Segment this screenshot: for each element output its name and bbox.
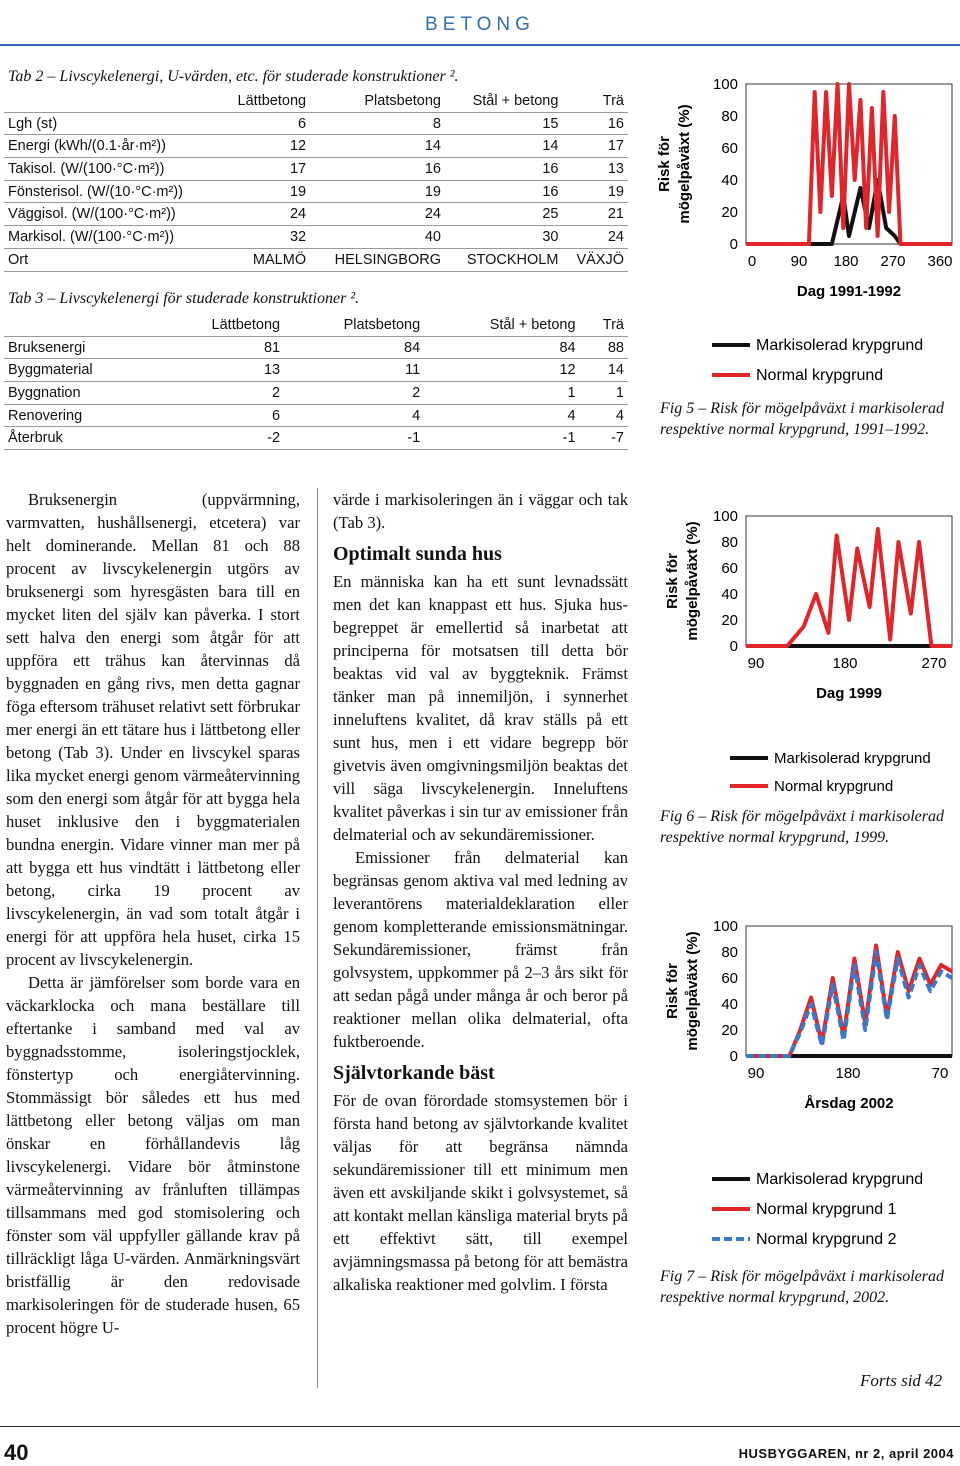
table-cell: 24 [220,203,310,226]
paragraph: För de ovan förordade stomsystemen bör i första hand betong av självtorkande kvalitet väljas för att begränsa nämnda sekundäremissioner till ett minimum men även ett avskiljande skikt i golvsystemet, så att kontakt mellan känsliga material bryts på ett effektivt sätt, till exempel avjämningsmassa på betong för att bemästra alkaliska reaktioner med golvlim. I första [333,1091,628,1294]
paragraph: Emissioner från delmaterial kan begränsas genom aktiva val med ledning av leverantörens materialdeklaration eller genom kompletterande emissionsmätningar. Sekundäremissioner, främst från golvsystem, uppkommer på 2–3 års sikt för att sedan pågå under många år och beror på reaktioner mellan olika delmaterial, ofta fuktberoende. [333,848,628,1051]
column-divider [317,488,318,1388]
table-cell: 14 [580,359,628,382]
legend-label: Normal krypgrund [774,778,894,795]
y-tick-label: 100 [712,918,738,935]
table-row [4,336,628,359]
table-cell: 84 [284,336,424,359]
page-header: BETONG [425,14,535,35]
table-cell: 16 [310,158,445,181]
tab2-table [4,90,628,272]
table-header-row [4,90,628,112]
x-tick-label: 360 [927,253,953,270]
y-tick-label: 20 [721,612,738,629]
legend-label: Normal krypgrund 2 [756,1231,897,1248]
table-cell: 8 [310,112,445,135]
column-header: Trä [562,90,628,112]
x-tick-label: 70 [931,1065,949,1082]
table-cell: STOCKHOLM [445,248,562,271]
section-heading: Självtorkande bäst [333,1062,495,1084]
x-axis-label: Dag 1991-1992 [796,283,902,300]
y-axis-label-line: mögelpåväxt (%) [684,521,701,641]
table-cell: 16 [562,112,628,135]
table-cell: 4 [284,404,424,427]
row-label: Energi (kWh/(0.1·år·m²)) [4,135,220,158]
table-cell: 25 [445,203,562,226]
legend-label: Normal krypgrund 1 [756,1201,897,1218]
table-cell: 1 [424,382,579,405]
x-axis-label: Årsdag 2002 [804,1095,894,1112]
x-tick-label: 180 [835,1065,861,1082]
y-tick-label: 0 [729,1048,738,1065]
section-heading: Optimalt sunda hus [333,543,502,565]
table-cell: 14 [310,135,445,158]
table-cell: 12 [424,359,579,382]
y-tick-label: 20 [721,204,738,221]
table-cell: VÄXJÖ [562,248,628,271]
tab3-caption: Tab 3 – Livscykelenergi för studerade konstruktioner ². [8,290,360,307]
y-axis-label-line: Risk för [664,553,681,609]
table-row [4,427,628,450]
x-tick-label: 90 [790,253,808,270]
table-cell: 40 [310,226,445,249]
y-tick-label: 80 [721,108,738,125]
table-cell: 11 [284,359,424,382]
table-cell: 30 [445,226,562,249]
y-tick-label: 0 [729,236,738,253]
column-header [4,314,157,336]
table-row [4,404,628,427]
y-axis-label-line: Risk för [656,136,673,192]
table-cell: 84 [424,336,579,359]
row-label: Byggmaterial [4,359,157,382]
table-cell: 24 [310,203,445,226]
plot-area [746,516,952,646]
paragraph: Detta är jämförelser som borde vara en väckarklocka och mana beställare till eftertanke i samband med val av byggnadsstomme, isoleringstjocklek, fönstertyp och energiåtervinning. Stommässigt bör således ett hus med lättbetong eller betong väljas om man önskar en förhållandevis låg livscykelenergi. Vidare bör åtminstone värmeåtervinning av frånluften tillämpas tillsammans med god stomisolering och fönster som väl uppfyller gällande krav på tillräckligt låga U-värden. Anmärkningsvärt bristfällig är den redovisade markisoleringen för de studerade husen, 65 procent högre U- [6,973,300,1337]
table-cell: 32 [220,226,310,249]
column-header [4,90,220,112]
y-tick-label: 60 [721,140,738,157]
fig6-chart [656,498,960,802]
x-axis-label: Dag 1999 [816,685,882,702]
paragraph: Bruksenergin (uppvärmning, varmvatten, hushållsenergi, etcetera) var helt dominerande. Mellan 81 och 88 procent av livscykelenergin utgörs av bruksenergi som hyresgästen bara till en mycket liten del själv kan påverka. I stort sett halva den energi som åtgår för att uppföra ett trähus kan återvinnas då byggnaden en gång rivs, men detta gagnar föga eftersom trähuset relativt sett förbrukar mer energi än ett tätare hus i lättbetong eller betong (Tab 3). Under en livscykel sparas lika mycket energi genom värmeåtervinning som den energi som åtgår för att bygga hela huset inklusive den i byggmaterialen bundna energin. Vidare vinner man mer på att bygga ett hus vindtätt i lättbetong eller betong, cirka 19 procent av livscykelenergin, än vad som totalt åtgår i energi för att uppföra hela huset, cirka 15 procent av livscykelenergin. [6,490,300,969]
x-tick-label: 90 [747,1065,765,1082]
fig5-caption: Fig 5 – Risk för mögelpåväxt i markisolerad respektive normal krypgrund, 1991–1992. [660,400,944,438]
table-cell: 2 [157,382,284,405]
table-cell: 24 [562,226,628,249]
y-tick-label: 60 [721,560,738,577]
y-axis-label-line: mögelpåväxt (%) [684,931,701,1051]
footer-rule [0,1426,960,1427]
table-row [4,158,628,181]
header-rule [0,44,960,46]
row-label: Lgh (st) [4,112,220,135]
tab3-table [4,314,628,450]
body-column-2 [333,488,628,1296]
column-header: Platsbetong [284,314,424,336]
table-cell: 19 [562,180,628,203]
table-cell: 15 [445,112,562,135]
magazine-name: HUSBYGGAREN, nr 2, april 2004 [738,1446,954,1461]
table-cell: 6 [220,112,310,135]
table-cell: 14 [445,135,562,158]
y-tick-label: 80 [721,534,738,551]
page-number: 40 [4,1440,29,1465]
y-tick-label: 0 [729,638,738,655]
y-axis-label-line: Risk för [664,963,681,1019]
tab2-caption: Tab 2 – Livscykelenergi, U-värden, etc. för studerade konstruktioner ². [8,68,459,85]
x-tick-label: 270 [921,655,947,672]
column-header: Stål + betong [445,90,562,112]
x-tick-label: 270 [880,253,906,270]
table-row [4,203,628,226]
row-label: Återbruk [4,427,157,450]
column-header: Stål + betong [424,314,579,336]
y-tick-label: 60 [721,970,738,987]
table-cell: -7 [580,427,628,450]
x-tick-label: 0 [747,253,757,270]
table-row [4,359,628,382]
table-cell: 81 [157,336,284,359]
table-cell: 16 [445,180,562,203]
paragraph: värde i markisoleringen än i väggar och tak (Tab 3). [333,490,628,532]
table-cell: MALMÖ [220,248,310,271]
table-cell: 19 [310,180,445,203]
column-header: Lättbetong [157,314,284,336]
paragraph: En människa kan ha ett sunt levnadssätt men det kan knappast ett hus. Sjuka hus-begreppet är emellertid så inarbetat att principerna för motsatsen till detta bör beaktas vid val av byggteknik. Främst tänker man på innemiljön, i synnerhet inneluftens kvalitet, då krav ställs på ett sunt hus, men i ett vidare begrepp bör givetvis även omgivningsmiljön beaktas det vill säga livscykelenergin. Inneluftens kvalitet påverkas i sin tur av emissioner från delmaterial och av sekundäremissioner. [333,572,628,844]
row-label: Takisol. (W/(100·°C·m²)) [4,158,220,181]
y-tick-label: 20 [721,1022,738,1039]
table-cell: 4 [424,404,579,427]
table-cell: -2 [157,427,284,450]
table-cell: 17 [220,158,310,181]
fig6-caption: Fig 6 – Risk för mögelpåväxt i markisolerad respektive normal krypgrund, 1999. [660,808,944,846]
y-axis-label [656,104,693,223]
table-cell: 13 [157,359,284,382]
row-label: Byggnation [4,382,157,405]
row-label: Bruksenergi [4,336,157,359]
y-tick-label: 80 [721,944,738,961]
table-row [4,135,628,158]
table-cell: -1 [284,427,424,450]
table-cell: 13 [562,158,628,181]
y-axis-label [664,931,701,1050]
table-row [4,382,628,405]
table-cell: 19 [220,180,310,203]
column-header: Lättbetong [220,90,310,112]
y-tick-label: 40 [721,172,738,189]
table-row [4,112,628,135]
table-cell: 21 [562,203,628,226]
table-cell: 88 [580,336,628,359]
table-header-row [4,314,628,336]
table-cell: 17 [562,135,628,158]
table-cell: 2 [284,382,424,405]
y-axis-label [664,521,701,640]
y-tick-label: 100 [712,508,738,525]
row-label: Fönsterisol. (W/(10·°C·m²)) [4,180,220,203]
y-tick-label: 100 [712,76,738,93]
row-label: Väggisol. (W/(100·°C·m²)) [4,203,220,226]
table-cell: 12 [220,135,310,158]
legend-label: Markisolerad krypgrund [756,1171,924,1188]
legend-label: Normal krypgrund [756,367,884,384]
row-label: Markisol. (W/(100·°C·m²)) [4,226,220,249]
table-cell: 4 [580,404,628,427]
x-tick-label: 180 [833,253,859,270]
body-column-1 [6,488,300,1339]
row-label: Renovering [4,404,157,427]
fig5-chart [656,66,960,392]
legend-label: Markisolerad krypgrund [756,337,924,354]
table-cell: 16 [445,158,562,181]
table-row [4,226,628,249]
continued-note: Forts sid 42 [860,1371,943,1390]
y-tick-label: 40 [721,586,738,603]
x-tick-label: 180 [832,655,858,672]
table-cell: 6 [157,404,284,427]
fig7-caption: Fig 7 – Risk för mögelpåväxt i markisolerad respektive normal krypgrund, 2002. [660,1268,944,1306]
y-axis-label-line: mögelpåväxt (%) [676,104,693,224]
table-cell: -1 [424,427,579,450]
table-row [4,180,628,203]
y-tick-label: 40 [721,996,738,1013]
row-label: Ort [4,248,220,271]
legend-label: Markisolerad krypgrund [774,750,931,767]
x-tick-label: 90 [747,655,765,672]
table-cell: HELSINGBORG [310,248,445,271]
table-cell: 1 [580,382,628,405]
fig7-chart [656,900,960,1260]
column-header: Trä [580,314,628,336]
table-row [4,248,628,271]
column-header: Platsbetong [310,90,445,112]
